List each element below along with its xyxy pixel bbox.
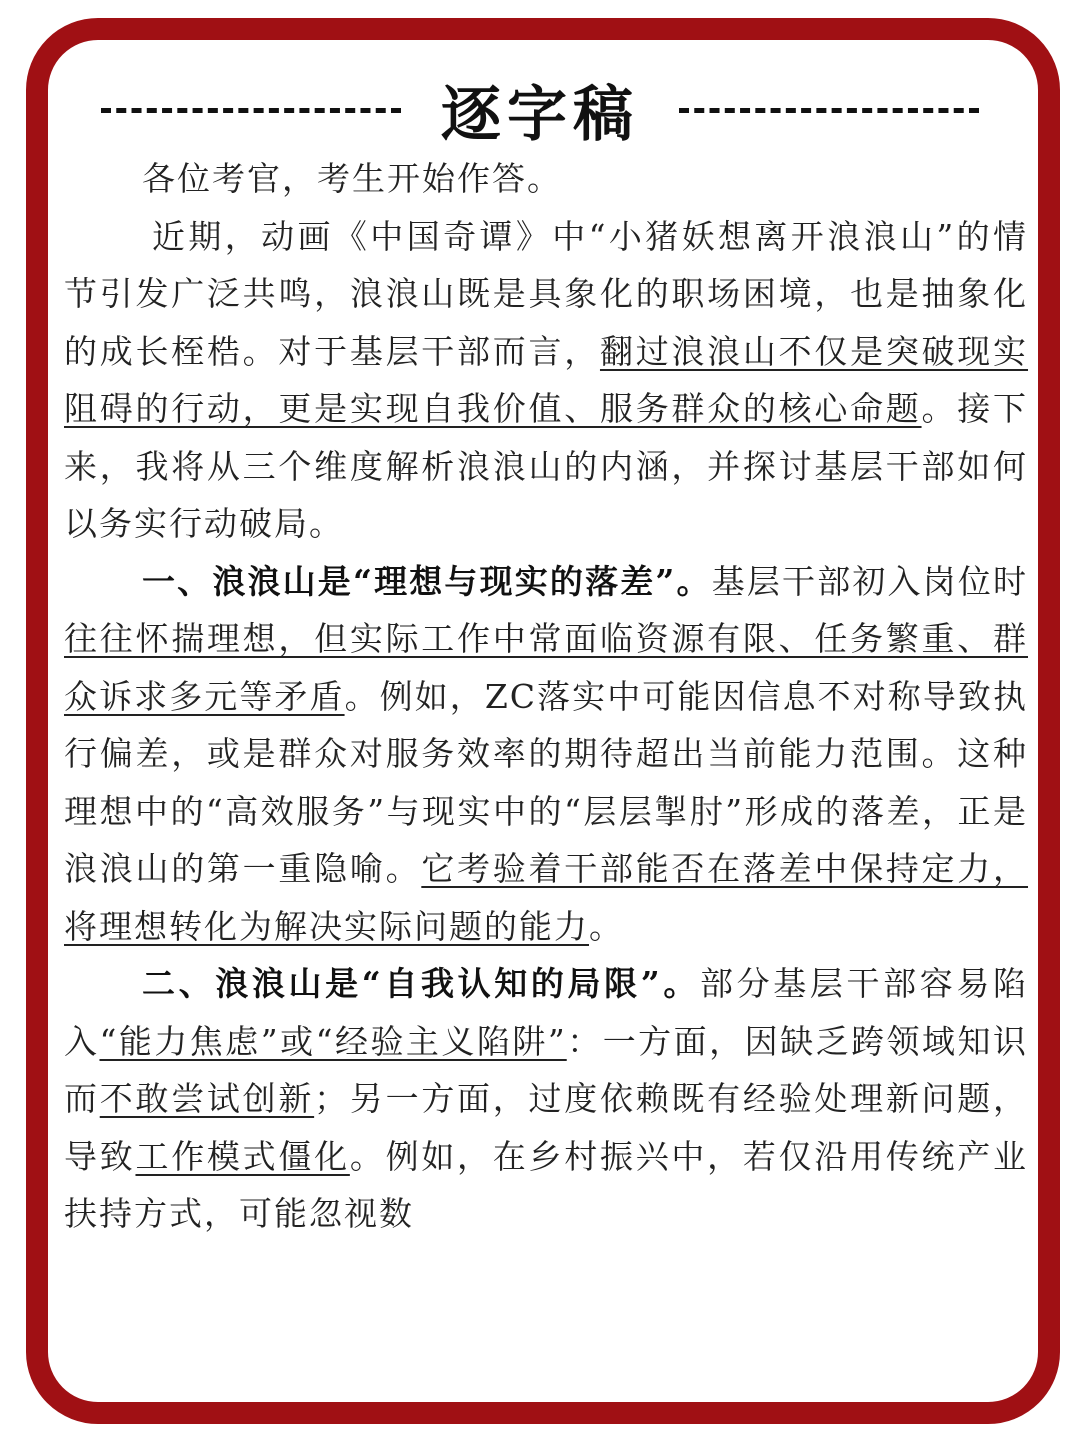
intro-text-end: 。接下来，我将从三个维度解析浪浪山的内涵，并探讨基层干部如何以务实行动破局。 xyxy=(64,389,1029,543)
point-two-text: 部分基层干部容易陷入 xyxy=(64,964,1028,1061)
page-title: 逐字稿 xyxy=(441,80,639,150)
point-one-heading: 一、浪浪山是“理想与现实的落差”。 xyxy=(142,561,712,601)
point-two-underlined: “能力焦虑”或“经验主义陷阱” xyxy=(99,1021,567,1061)
point-two-text-4: 。例如，在乡村振兴中，若仅沿用传统产业扶持方式，可能忽视数 xyxy=(64,1136,1029,1233)
point-one-underlined: 往往怀揣理想，但实际工作中常面临资源有限、任务繁重、群众诉求多元等矛盾 xyxy=(64,619,1028,716)
point-one-text: 基层干部初入岗位时 xyxy=(711,561,1029,601)
point-one-end: 。 xyxy=(589,906,624,946)
point-two-text-3: ；另一方面，过度依赖既有经验处理新问题，导致 xyxy=(64,1079,1029,1176)
point-one-paragraph xyxy=(64,553,1028,956)
point-two-underlined-2: 不敢尝试创新 xyxy=(99,1079,315,1118)
point-two-text-2: ：一方面，因缺乏跨领域知识而 xyxy=(64,1021,1029,1118)
intro-underlined: 翻过浪浪山不仅是突破现实阻碍的行动，更是实现自我价值、服务群众的核心命题 xyxy=(64,331,1029,428)
right-dashed-rule xyxy=(679,108,979,113)
opening-line: 各位考官，考生开始作答。 xyxy=(142,159,562,198)
point-one-underlined-2: 它考验着干部能否在落差中保持定力，将理想转化为解决实际问题的能力 xyxy=(64,849,1029,946)
point-two-heading: 二、浪浪山是“自我认知的局限”。 xyxy=(142,964,700,1003)
transcript-body xyxy=(64,150,1028,1243)
point-two-paragraph xyxy=(64,955,1028,1243)
intro-paragraph xyxy=(64,208,1028,553)
page-heading xyxy=(0,70,1080,150)
left-dashed-rule xyxy=(101,108,401,113)
point-one-text-2: 。例如，ZC落实中可能因信息不对称导致执行偏差，或是群众对服务效率的期待超出当前能力范围。这种理想中的“高效服务”与现实中的“层层掣肘”形成的落差，正是浪浪山的第一重隐喻。 xyxy=(64,676,1028,888)
intro-text: 近期，动画《中国奇谭》中“小猪妖想离开浪浪山”的情节引发广泛共鸣，浪浪山既是具象化的职场困境，也是抽象化的成长桎梏。对于基层干部而言， xyxy=(64,216,1028,371)
point-two-underlined-3: 工作模式僵化 xyxy=(135,1136,350,1176)
